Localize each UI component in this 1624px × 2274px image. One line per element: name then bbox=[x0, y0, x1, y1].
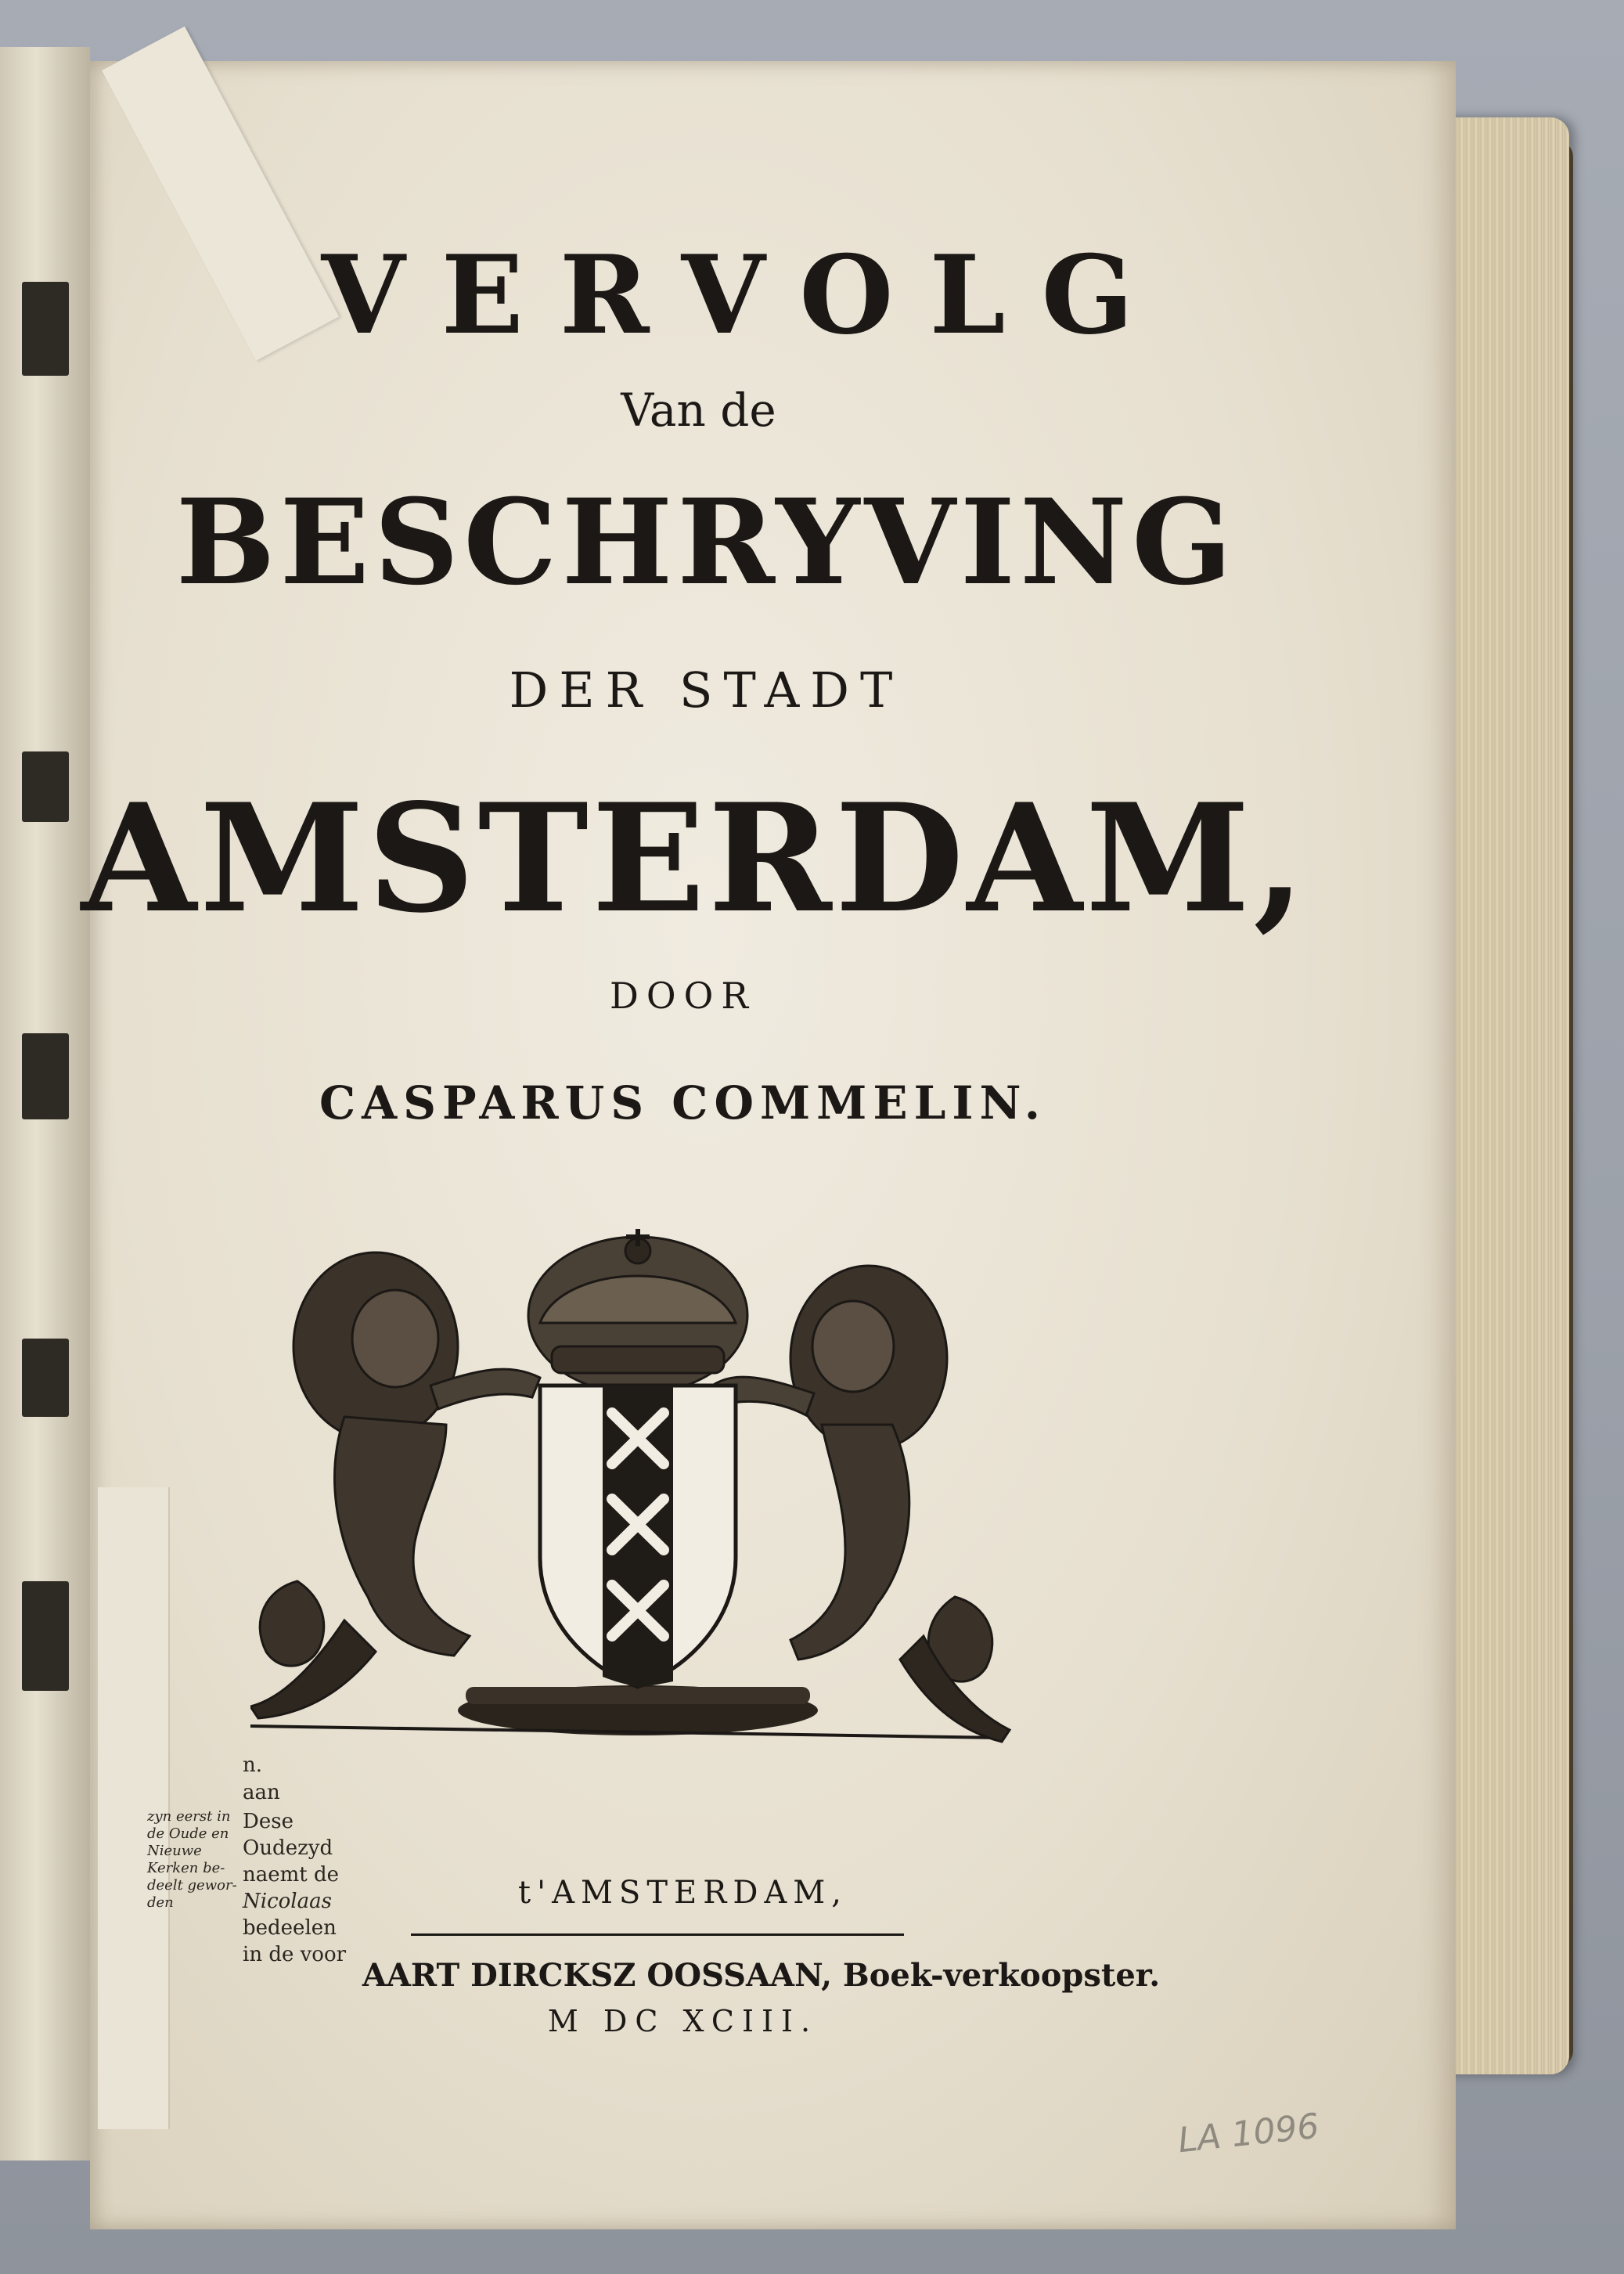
margin-note-line: de Oude en bbox=[147, 1825, 229, 1842]
spine-cord bbox=[22, 1339, 69, 1417]
underlying-text-fragment: bedeelen bbox=[243, 1916, 337, 1940]
spine-cord bbox=[22, 1581, 69, 1691]
margin-note-line: deelt gewor- bbox=[147, 1877, 237, 1894]
underlying-text-fragment: Dese bbox=[243, 1810, 293, 1833]
imprint-rule bbox=[411, 1933, 904, 1936]
publisher-line: AART DIRCKSZ OOSSAAN, Boek-verkoopster. bbox=[362, 1957, 1161, 1994]
margin-note-line: Kerken be- bbox=[147, 1860, 225, 1876]
title-door: DOOR bbox=[610, 975, 756, 1017]
author-name: CASPARUS COMMELIN. bbox=[319, 1076, 1046, 1130]
underlying-text-fragment: Nicolaas bbox=[243, 1890, 332, 1913]
underlying-text-fragment: Oudezyd bbox=[243, 1836, 333, 1860]
margin-note-line: den bbox=[147, 1894, 174, 1911]
title-vervolg: VERVOLG bbox=[321, 231, 1170, 359]
underlying-text-fragment: aan bbox=[243, 1781, 280, 1804]
imprint-city: t'AMSTERDAM, bbox=[518, 1875, 848, 1911]
title-der-stadt: DER STADT bbox=[509, 661, 904, 719]
title-beschryving: BESCHRYVING bbox=[175, 474, 1237, 611]
title-van-de: Van de bbox=[621, 384, 776, 437]
publication-year: M DC XCIII. bbox=[547, 2004, 819, 2038]
underlying-text-fragment: in de voor bbox=[243, 1943, 347, 1966]
underlying-text-fragment: n. bbox=[243, 1753, 263, 1777]
underlying-text-fragment: naemt de bbox=[243, 1863, 340, 1887]
margin-note-line: zyn eerst in bbox=[147, 1808, 231, 1825]
amsterdam-coat-of-arms-icon bbox=[250, 1229, 1025, 1769]
margin-note-line: Nieuwe bbox=[147, 1843, 202, 1859]
spine-cord bbox=[22, 282, 69, 376]
title-amsterdam: AMSTERDAM, bbox=[81, 771, 1309, 946]
shelf-mark: LA 1096 bbox=[1176, 2106, 1321, 2161]
